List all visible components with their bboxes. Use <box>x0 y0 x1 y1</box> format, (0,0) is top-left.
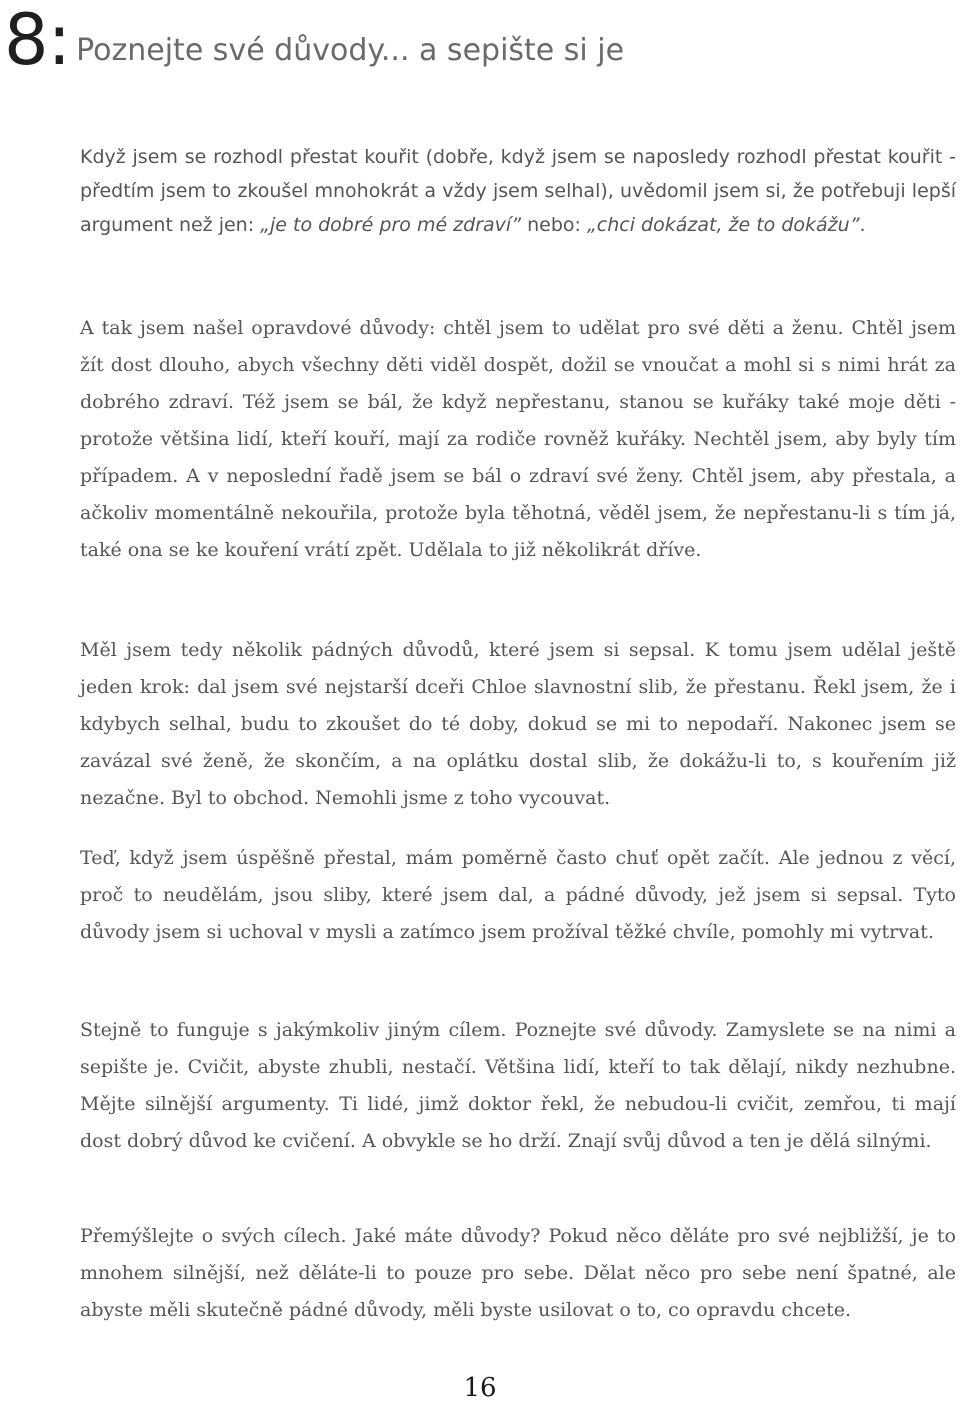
paragraph-1-text-a: Když jsem se rozhodl přestat kouřit (dobře, když jsem se naposledy rozhodl přestat kouřit - předtím jsem to zkoušel mnohokrát a vždy jsem selhal), uvědomil jsem si, že potřebuji lepší argument než jen: <box>80 146 956 236</box>
paragraph-2: A tak jsem našel opravdové důvody: chtěl jsem to udělat pro své děti a ženu. Chtěl jsem žít dost dlouho, abych všechny děti viděl dospět, dožil se vnoučat a mohl si s nimi hrát za dobrého zdraví. Též jsem se bál, že když nepřestanu, stanou se kuřáky také moje děti - protože většina lidí, kteří kouří, mají za rodiče rovněž kuřáky. Nechtěl jsem, aby byly tím případem. A v neposlední řadě jsem se bál o zdraví své ženy. Chtěl jsem, aby přestala, a ačkoliv momentálně nekouřila, protože byla těhotná, věděl jsem, že nepřestanu-li s tím já, také ona se ke kouření vrátí zpět. Udělala to již několikrát dříve. <box>80 317 956 561</box>
paragraph-1-text-b: nebo: <box>521 214 587 236</box>
chapter-heading <box>4 0 624 80</box>
paragraph-3: Měl jsem tedy několik pádných důvodů, které jsem si sepsal. K tomu jsem udělal ještě jeden krok: dal jsem své nejstarší dceři Chloe slavnostní slib, že přestanu. Řekl jsem, že i kdybych selhal, budu to zkoušet do té doby, dokud se mi to nepodaří. Nakonec jsem se zavázal své ženě, že skončím, a na oplátku dostal slib, že dokážu-li to, s kouřením již nezačne. Byl to obchod. Nemohli jsme z toho vycouvat. <box>80 639 956 809</box>
chapter-number: 8: <box>4 0 71 81</box>
page-number: 16 <box>463 1373 497 1403</box>
quote-prove: „chci dokázat, že to dokážu” <box>586 214 860 236</box>
quote-health: „je to dobré pro mé zdraví” <box>260 214 522 236</box>
paragraph-6: Přemýšlejte o svých cílech. Jaké máte důvody? Pokud něco děláte pro své nejbližší, je to mnohem silnější, než děláte-li to pouze pro sebe. Dělat něco pro sebe není špatné, ale abyste měli skutečně pádné důvody, měli byste usilovat o to, co opravdu chcete. <box>80 1225 956 1321</box>
paragraph-5: Stejně to funguje s jakýmkoliv jiným cílem. Poznejte své důvody. Zamyslete se na nimi a sepište je. Cvičit, abyste zhubli, nestačí. Většina lidí, kteří to tak dělají, nikdy nezhubne. Mějte silnější argumenty. Ti lidé, jimž doktor řekl, že nebudou-li cvičit, zemřou, ti mají dost dobrý důvod ke cvičení. A obvykle se ho drží. Znají svůj důvod a ten je dělá silnými. <box>80 1019 956 1152</box>
paragraph-1 <box>80 140 956 242</box>
paragraph-4: Teď, když jsem úspěšně přestal, mám poměrně často chuť opět začít. Ale jednou z věcí, proč to neudělám, jsou sliby, které jsem dal, a pádné důvody, jež jsem si sepsal. Tyto důvody jsem si uchoval v mysli a zatímco jsem prožíval těžké chvíle, pomohly mi vytrvat. <box>80 847 956 943</box>
chapter-title: Poznejte své důvody... a sepište si je <box>76 33 625 68</box>
paragraph-1-text-c: . <box>859 214 866 236</box>
